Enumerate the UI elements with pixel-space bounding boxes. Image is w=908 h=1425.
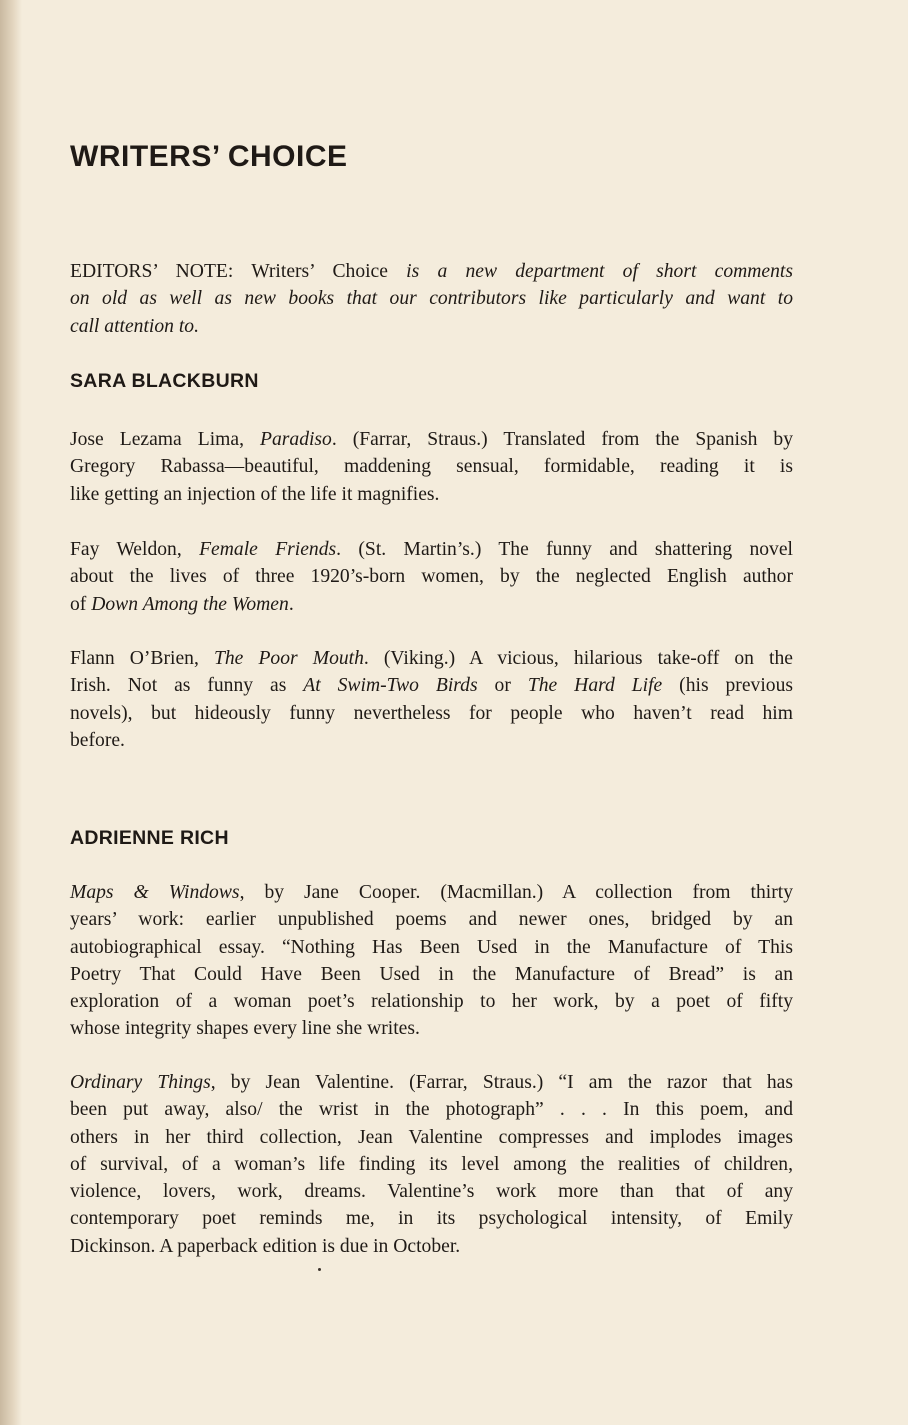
page-title: WRITERS’ CHOICE — [70, 140, 348, 173]
entry-line — [70, 645, 793, 672]
entry-book-title: Female Friends — [199, 539, 337, 560]
entry-book-title: The Hard Life — [527, 675, 663, 697]
review-entry — [70, 536, 793, 618]
entry-author: Flann O’Brien, — [70, 648, 214, 669]
review-entry — [70, 426, 793, 508]
entry-book-title: Ordinary Things — [70, 1072, 211, 1093]
entry-line: been put away, also/ the wrist in the photograph” . . . In this poem, and — [70, 1099, 793, 1121]
entry-line: before. — [70, 729, 125, 751]
editors-note-text: on old as well as new books that our contributors like particularly and want to — [70, 288, 793, 310]
review-entry — [70, 1069, 793, 1260]
entry-book-title: Maps & Windows — [70, 882, 240, 903]
editors-note-line — [70, 258, 793, 285]
entry-book-title: At Swim-Two Birds — [303, 675, 478, 697]
entry-line — [70, 1069, 793, 1096]
entry-line: violence, lovers, work, dreams. Valentine’s work more than that of any — [70, 1181, 793, 1203]
entry-line — [70, 672, 793, 699]
editors-note-text: is a new department of short comments — [387, 261, 793, 282]
editors-note — [70, 258, 793, 340]
entry-line: Gregory Rabassa—beautiful, maddening sensual, formidable, reading it is — [70, 456, 793, 478]
entry-line: contemporary poet reminds me, in its psychological intensity, of Emily — [70, 1208, 793, 1230]
feature-name: Writers’ Choice — [251, 261, 388, 282]
entry-text: . — [288, 593, 294, 615]
entry-line: of survival, of a woman’s life finding its level among the realities of children, — [70, 1153, 793, 1175]
entry-line — [70, 536, 793, 563]
entry-text: or — [477, 675, 528, 697]
entry-book-title: Down Among the Women — [91, 593, 289, 615]
entry-book-title: The Poor Mouth — [213, 648, 364, 669]
editors-note-line — [70, 313, 793, 340]
entry-text: , by Jean Valentine. (Farrar, Straus.) “I am the razor that has — [210, 1072, 793, 1093]
entry-line — [70, 879, 793, 906]
editors-note-line — [70, 285, 793, 312]
entry-line: years’ work: earlier unpublished poems and newer ones, bridged by an — [70, 909, 793, 931]
entry-text: , by Jane Cooper. (Macmillan.) A collection from thirty — [239, 882, 793, 903]
entry-text: . (Farrar, Straus.) Translated from the Spanish by — [331, 429, 793, 450]
entry-text: of — [70, 593, 92, 615]
review-entry — [70, 645, 793, 754]
entry-line: novels), but hideously funny nevertheless for people who haven’t read him — [70, 702, 793, 724]
entry-line: others in her third collection, Jean Valentine compresses and implodes images — [70, 1126, 793, 1148]
section-heading-sara-blackburn: SARA BLACKBURN — [70, 370, 259, 392]
editors-note-label: EDITORS’ NOTE: — [70, 261, 252, 282]
entry-line: exploration of a woman poet’s relationship to her work, by a poet of fifty — [70, 991, 793, 1013]
entry-line: whose integrity shapes every line she writes. — [70, 1018, 420, 1040]
entry-text: Irish. Not as funny as — [70, 675, 304, 697]
entry-line: like getting an injection of the life it magnifies. — [70, 483, 440, 505]
entry-line: autobiographical essay. “Nothing Has Been Used in the Manufacture of This — [70, 936, 793, 958]
entry-line — [70, 591, 793, 618]
entry-book-title: Paradiso — [260, 429, 332, 450]
entry-text: . (St. Martin’s.) The funny and shattering novel — [336, 539, 793, 560]
entry-text: (his previous — [662, 675, 793, 697]
editors-note-text: call attention to. — [70, 315, 199, 337]
entry-line — [70, 426, 793, 453]
review-entry — [70, 879, 793, 1043]
page-spine-shadow — [0, 0, 22, 1425]
entry-line: Poetry That Could Have Been Used in the Manufacture of Bread” is an — [70, 963, 793, 985]
entry-text: . (Viking.) A vicious, hilarious take-off on the — [363, 648, 793, 669]
entry-author: Jose Lezama Lima, — [70, 429, 260, 450]
entry-line: about the lives of three 1920’s-born women, by the neglected English author — [70, 566, 793, 588]
entry-author: Fay Weldon, — [70, 539, 200, 560]
section-heading-adrienne-rich: ADRIENNE RICH — [70, 827, 229, 849]
ink-speck — [318, 1268, 321, 1271]
entry-line: Dickinson. A paperback edition is due in October. — [70, 1235, 461, 1257]
